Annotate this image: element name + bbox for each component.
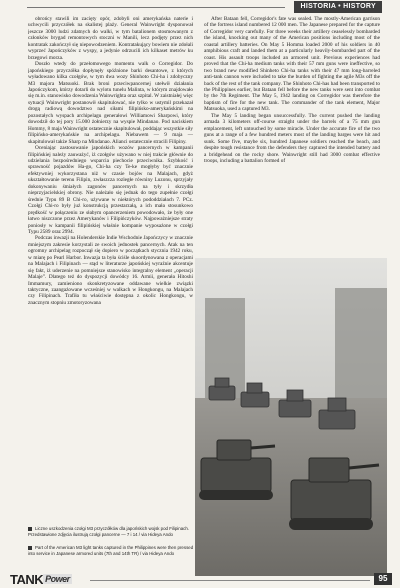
logo-tank-text: TANK <box>10 571 44 587</box>
photo-caption-polish <box>28 526 194 537</box>
page-header <box>0 0 400 14</box>
logo-power-text: Power <box>45 574 70 584</box>
paragraph: After Bataan fell, Corregidor's fate was sealed. The mostly-American garrison of the fortress island numbered 12 000 men. The Japanese prepared for the capture of Corregidor very carefully. For three weeks their artillery ceaselessly bombarded the island, knocking out many of the American positions including most of the coastal artillery batteries. On May 5 Homma loaded 2000 of his soldiers in 40 amphibious craft and landed them at a particularly heavily-bombarded part of the coast. His assault troops included an armored unit. Previous experiences had proved that the Chi-ha medium tanks with their 57 mm guns were ineffective, so two brand new modified Shinheto Chi-ha tanks with their 47 mm long-barreled anti-tank cannon were included to take the burden of fighting the agile M3s off the back of the rest of the tank company. The Shinhoto Chi-has had been transported to the Philippines earlier, but Bataan fell before the new tanks were sent into combat by the 7th Regiment. The May 5, 1942 landing on Corregidor was therefore the baptism of fire for the new tank. The commander of the tank element, Major Matsuoka, used a captured M3. <box>204 16 380 113</box>
paragraph: Oceniając zastosowanie japońskich wozów pancernych w kampanii filipińskiej należy zauważyć, iż czołgów używano w niej trakcie głównie do udzielania bezpośredniego wsparcia piechocie przeciwnika. Szybkość i sprawność pojazdów Ha-go, Chi-ha czy Te-ke mogłyby być znacznie efektywniej wykorzystana niż w czasie bojów na Malajach, gdyż ukształtowanie terenu Filipin, zwłaszcza rozległe równiny Luzonu, sprzyjały dokonywaniu śmiałych zagonów pancernych na tyły i skrzydła nieprzyjacielskiej obrony. Nie należało się jednak do tego zupełnie czołgi średnie Typu 89 B Chi-ro, używane w niektórych pododdziałach 7. PCz. Czołgi Chi-ro były już konstrukcją przestarzałą, a ich mała stosunkowo prędkość w połączeniu ze słabym opancerzeniem powodowało, że były one łatwo niszczone przez Amerykanów i Filipińczyków. Najpoważniejsze straty poniosły w kampanii filipińskiej właśnie kompanie wyposażone w czołgi Typu 2589 oraz 2994. <box>28 145 193 235</box>
magazine-logo <box>10 572 72 586</box>
footer-rule <box>90 580 370 581</box>
photo-caption-english <box>28 545 194 556</box>
bullet-icon <box>28 527 32 531</box>
header-rule <box>27 7 285 8</box>
caption-text: Part of the American M3 light tanks captured in the Philippines were then pressed into service in Japanese armored units (7th and 14th TR) / via Hideya Ando <box>28 545 194 556</box>
section-badge: HISTORIA • HISTORY <box>294 1 382 13</box>
paragraph: Podczas inwazji na Holenderskie Indie Wschodnie Japończycy w znacznie mniejszym zakresie korzystali ze swoich jednostek pancernych. Atak na ten ogromny archipelag rozpoczął się dopiero w początkach stycznia 1942 roku, w miarę po Pearl Harbor. Inwazja ta była ściśle skoordynowana z operacjami na Malajach i Filipinach — stąd w literaturze japońskiej wyraźnie akcentuje się fakt, iż uderzenie na pomniejsze stanowisko integralny element „operacji Malaje”. Dlatego też do dyspozycji dowódcy 16. Armii, generała Hitoshi Immamury, zamieniono skonkretyzowane oddawane wielkie związki taktyczne, zaangażowane wcześniej w walkach w Hongkongu, na Malajach czy Filipinach. Trafiła tu właściwie dostępna z okolic Hongkongu, w znacznym stopniu zmotoryzowana <box>28 235 193 306</box>
polish-text-column <box>28 16 193 471</box>
paragraph: Doszło wtedy do przełomowego momentu walk o Corregidor. Do japońskiego przyczółka dopłynęły spóźnione barki desantowe, z których wyładowano kilka czołgów, w tym dwa wozy Shinhoto Chi-ha i zdobyczny M3 majora Matsuoki. Brak broni przeciwpancernej utełwił działania Japończykom, którzy dotarli do wylotu tunelu Malinta, w którym znajdowało się m.in. stanowisko dowodzenia Wainwrighta oraz szpital. W zaistniałej więc sytuacji Wainwright postanowił skapitulować, nie tylko w ustymil przekazał drogą radiową dowodztwo nad siłami filipińsko-amerykańskimi na pozostałych wyspach archipelagu generałowi Williamowi Sharpowi, który dowodził do tej pory 15.000 żołnierzy na wyspie Mindanao. Pod naciskiem Hommy, 8 maja Wainwright ostatecznie skapitulował, poddając wszystkie siły filipińsko-amerykańskie na archipelagu. Niebawem — 9 maja — skapitulował także Sharp na Mindanao. Alianci ostatecznie stracili Filipiny. <box>28 61 193 145</box>
paragraph: obrońcy stawili im zacięty opór, zdobyli oni amerykańska naterie i uchwycili przyczółek na skalistej plaży. General Wainwright dysponował jeszcze 3000 ludzi zdatnych do walki, w tym batalionem stosmowanym z członków brygad remontowych stoczni w Manili, lecz podjęty przez nich kontratak zakończył się niepowodzeniem. Kontratakujący bowiem nie zdołali wyprzeć Japończyków z wyspy, a jedynie odrzucili ich kilkaset metrów ku brzegowi morza. <box>28 16 193 61</box>
caption-text: Liczne uszkodzenia czołgi M3 przyczółków dla japońskich wojsk pod Filipinach. Przedstawione zdjęcia ilustrują czołgi pancerne — 7 i 14 / via Hideya Ando <box>28 526 189 537</box>
captured-tanks-photo <box>195 258 387 576</box>
page-number: 95 <box>374 573 392 585</box>
tank-column-photo <box>195 258 387 576</box>
english-text-column <box>204 16 380 256</box>
bullet-icon <box>28 546 32 550</box>
paragraph: The May 5 landing began unsuccessfully. The current pushed the landing armada 3 kilometers off-course straight under the barrels of a 75 mm gun emplacement, left untouched by some miracle. Under the accurate fire of the two guns at a range of a few hundred meters most of the landing barges were hit and sunk. Some five, maybe six, hundred Japanese soldiers reached the beach, and despite tough resistance from the defenders they captured the intended battery and a bridgehead on the rocky shore. Wainwright still had 3000 combat effective troops, including a battalion formed of <box>204 112 380 164</box>
